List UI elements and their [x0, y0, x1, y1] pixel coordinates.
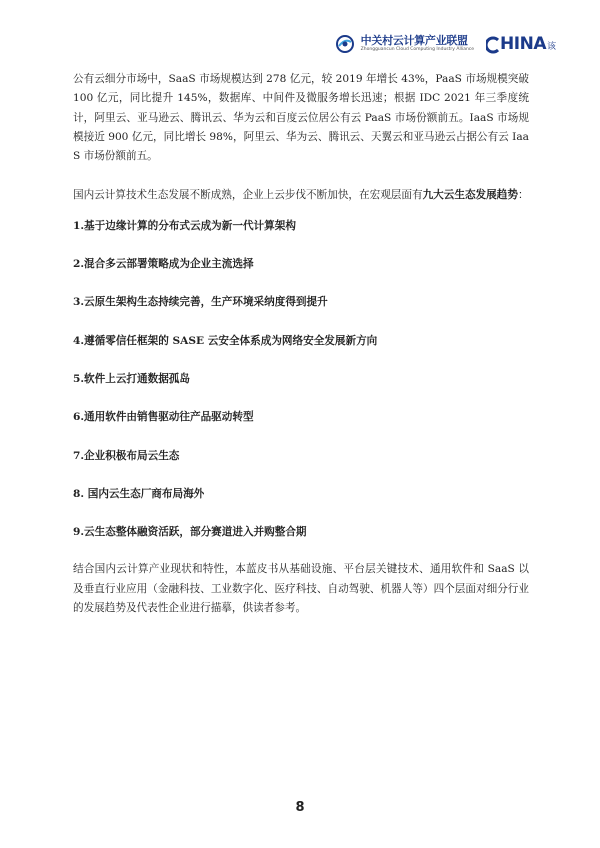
trend-item: 1.基于边缘计算的分布式云成为新一代计算架构 [73, 219, 296, 232]
alliance-logo-icon [335, 34, 355, 54]
page-header [335, 34, 556, 54]
alliance-english-name: Zhongguancun Cloud Computing Industry Alliance [360, 47, 475, 53]
trend-intro-suffix: ： [517, 189, 529, 202]
trends-list [73, 217, 529, 543]
china-logo-c-icon [486, 36, 500, 54]
closing-paragraph: 结合国内云计算产业现状和特性，本蓝皮书从基础设施、平台层关键技术、通用软件和 SaaS 以及垂直行业应用（金融科技、工业数字化、医疗科技、自动驾驶、机器人等）四个层面对细分行业的发展趋势及代表性企业进行描摹，供读者参考。 [73, 563, 529, 615]
alliance-name: 中关村云计算产业联盟 [360, 34, 468, 48]
trend-item: 9.云生态整体融资活跃，部分赛道进入并购整合期 [73, 526, 307, 539]
trend-item: 3.云原生架构生态持续完善，生产环境采纳度得到提升 [73, 296, 328, 309]
trend-item: 2.混合多云部署策略成为企业主流选择 [73, 258, 254, 271]
trend-item: 8. 国内云生态厂商布局海外 [73, 487, 205, 500]
china-logo-text: HINA [500, 34, 546, 54]
alliance-logo-text [361, 35, 474, 53]
china-logo-suffix: 该 [546, 42, 556, 52]
trend-item: 5.软件上云打通数据孤岛 [73, 372, 190, 385]
trend-item: 4.遵循零信任框架的 SASE 云安全体系成为网络安全发展新方向 [73, 334, 378, 347]
china-logo [486, 34, 556, 54]
trend-item: 6.通用软件由销售驱动往产品驱动转型 [73, 411, 254, 424]
trend-intro-paragraph [73, 186, 529, 205]
trend-intro-highlight: 九大云生态发展趋势 [422, 189, 518, 202]
trend-item: 7.企业积极布局云生态 [73, 449, 180, 462]
intro-paragraph: 公有云细分市场中，SaaS 市场规模达到 278 亿元，较 2019 年增长 43%，PaaS 市场规模突破 100 亿元，同比提升 145%，数据库、中间件及微服务增长迅速；根据 IDC 2021 年三季度统计，阿里云、亚马逊云、腾讯云、华为云和百度云位居公有云 PaaS 市场份额前五。IaaS 市场规模接近 900 亿元，同比增长 98%，阿里云、华为云、腾讯云、天翼云和亚马逊云占据公有云 IaaS 市场份额前五。 [73, 73, 529, 163]
page-number: 8 [295, 800, 305, 815]
page-body [73, 70, 529, 618]
trend-intro-prefix: 国内云计算技术生态发展不断成熟，企业上云步伐不断加快，在宏观层面有 [73, 189, 423, 202]
